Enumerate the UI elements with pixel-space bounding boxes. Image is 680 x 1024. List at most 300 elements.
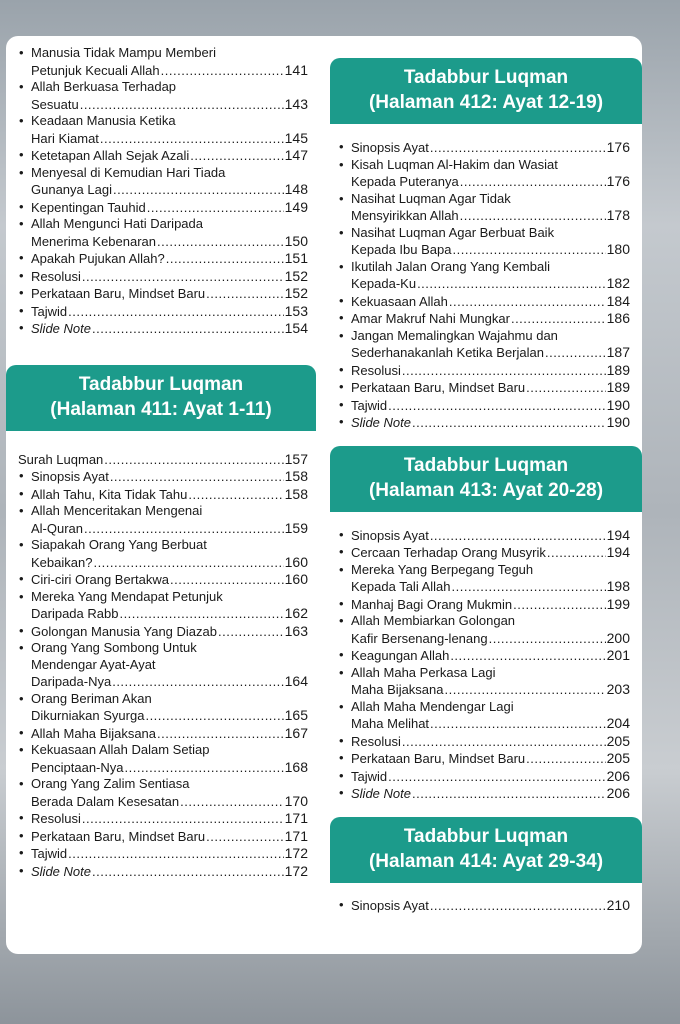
dot-leader <box>460 174 606 191</box>
dot-leader <box>68 304 284 321</box>
toc-entry-title: • Slide Note <box>31 863 91 879</box>
toc-entry-line-final <box>351 293 630 311</box>
dot-leader <box>388 398 606 415</box>
dot-leader <box>190 148 283 165</box>
toc-entry <box>338 157 630 191</box>
toc-entry <box>18 845 308 863</box>
toc-entry-title: • Sinopsis Ayat <box>351 897 429 913</box>
toc-entry-line <box>31 742 308 759</box>
toc-page-number: 167 <box>284 724 308 741</box>
dot-leader <box>460 208 606 225</box>
toc-entry-line-final <box>31 707 308 725</box>
toc-page-number: 160 <box>284 553 308 570</box>
toc-page-number: 149 <box>284 198 308 215</box>
toc-entry-title: • Orang Beriman Akan <box>31 690 152 706</box>
dot-leader <box>188 487 283 504</box>
toc-entry-title: Mensyirikkan Allah <box>351 208 459 223</box>
toc-page-number: 145 <box>284 129 308 146</box>
toc-page-number: 206 <box>606 785 630 801</box>
toc-page-number: 189 <box>606 379 630 395</box>
toc-entry-line <box>31 537 308 554</box>
toc-entry-line <box>31 113 308 130</box>
toc-entry-line-final <box>31 571 308 589</box>
toc-entry <box>18 320 308 338</box>
toc-entry-line <box>351 665 630 682</box>
toc-entry-title: • Golongan Manusia Yang Diazab <box>31 623 217 639</box>
section-subtitle: (Halaman 412: Ayat 12-19) <box>368 92 604 113</box>
toc-entry-line-final <box>351 785 630 803</box>
toc-entry-line <box>31 657 308 674</box>
toc-entry-title: Gunanya Lagi <box>31 182 112 197</box>
toc-entry <box>338 328 630 362</box>
dot-leader <box>104 452 283 469</box>
toc-page-number: 172 <box>284 862 308 879</box>
toc-entry-line-final <box>31 250 308 268</box>
toc-page-number: 205 <box>606 750 630 766</box>
toc-page-number: 203 <box>606 681 630 697</box>
toc-entry <box>338 768 630 786</box>
toc-entry <box>338 699 630 733</box>
toc-entry-line-final <box>31 605 308 623</box>
toc-entry-title: Surah Luqman <box>18 451 104 467</box>
toc-entry-title: • Slide Note <box>351 415 411 430</box>
dot-leader <box>92 321 284 338</box>
dot-leader <box>417 276 606 293</box>
toc-entry-title: Kepada-Ku <box>351 276 417 291</box>
toc-entry-title: • Cercaan Terhadap Orang Musyrik <box>351 545 546 560</box>
dot-leader <box>547 545 606 562</box>
toc-entry-line-final <box>31 320 308 338</box>
dot-leader <box>430 716 606 733</box>
toc-entry-title: • Resolusi <box>31 268 81 284</box>
toc-entry-line <box>31 776 308 793</box>
toc-entry-line-final <box>31 623 308 641</box>
dot-leader <box>388 769 606 786</box>
toc-page-number: 204 <box>606 715 630 731</box>
section-heading-413 <box>330 446 642 512</box>
toc-entry <box>18 486 308 504</box>
toc-entry-title: • Kekuasaan Allah Dalam Setiap <box>31 742 210 757</box>
toc-entry <box>18 79 308 113</box>
dot-leader <box>430 898 606 915</box>
section-subtitle: (Halaman 411: Ayat 1-11) <box>50 398 272 420</box>
toc-entry <box>18 828 308 846</box>
toc-entry-line <box>31 640 308 657</box>
dot-leader <box>161 63 284 80</box>
toc-entry-line-final <box>31 233 308 251</box>
dot-leader <box>82 811 284 828</box>
toc-entry <box>338 665 630 699</box>
toc-entry-title: Sesuatu <box>31 96 79 112</box>
toc-entry-title: • Manusia Tidak Mampu Memberi <box>31 45 216 60</box>
toc-entry-line-final <box>351 310 630 328</box>
toc-entry-title: • Ciri-ciri Orang Bertakwa <box>31 572 169 587</box>
toc-entry-line-final <box>31 268 308 286</box>
dot-leader <box>452 579 606 596</box>
toc-page-number: 186 <box>606 310 630 326</box>
toc-page-number: 150 <box>284 232 308 249</box>
toc-entry-line-final <box>351 578 630 596</box>
toc-list-top <box>18 45 308 338</box>
toc-entry-title: • Keagungan Allah <box>351 648 450 663</box>
dot-leader <box>157 234 284 251</box>
toc-entry-line <box>351 225 630 242</box>
toc-entry-title: • Allah Berkuasa Terhadap <box>31 79 177 94</box>
toc-entry-line-final <box>31 468 308 486</box>
toc-entry-title: Kepada Ibu Bapa <box>351 242 452 257</box>
right-column <box>338 36 630 914</box>
toc-entry-line-final <box>351 139 630 157</box>
toc-entry-line-final <box>31 810 308 828</box>
toc-entry-line-final <box>351 630 630 648</box>
toc-entry <box>18 571 308 589</box>
toc-entry <box>18 468 308 486</box>
toc-list-413 <box>338 527 630 803</box>
toc-entry <box>18 589 308 623</box>
toc-page-number: 176 <box>606 139 630 155</box>
toc-entry-line <box>351 157 630 174</box>
toc-entry <box>338 414 630 432</box>
section-subtitle: (Halaman 413: Ayat 20-28) <box>368 479 604 501</box>
dot-leader <box>92 864 284 881</box>
toc-entry-line-final <box>31 199 308 217</box>
toc-entry-title: • Resolusi <box>351 733 401 749</box>
toc-entry-title: Hari Kiamat <box>31 130 99 146</box>
toc-entry <box>18 810 308 828</box>
toc-entry <box>338 544 630 562</box>
toc-entry-line-final <box>31 486 308 504</box>
toc-entry-line-final <box>31 130 308 148</box>
toc-entry-title: • Allah Membiarkan Golongan <box>351 613 516 628</box>
toc-entry <box>338 596 630 614</box>
toc-page-number: 194 <box>606 526 630 543</box>
dot-leader <box>166 251 284 268</box>
toc-entry-line-final <box>351 173 630 191</box>
toc-page-number: 201 <box>606 647 630 663</box>
toc-entry <box>18 451 308 469</box>
dot-leader <box>93 555 283 572</box>
toc-entry-title: Dikurniakan Syurga <box>31 708 145 723</box>
toc-entry-title: • Slide Note <box>31 321 91 336</box>
toc-entry <box>338 362 630 380</box>
toc-entry <box>338 750 630 768</box>
toc-entry-title: • Keadaan Manusia Ketika <box>31 113 176 128</box>
toc-entry-title: • Manhaj Bagi Orang Mukmin <box>351 596 513 612</box>
toc-page-number: 163 <box>284 622 308 639</box>
toc-page-number: 189 <box>606 361 630 378</box>
toc-entry-title: • Allah Menceritakan Mengenai <box>31 503 203 518</box>
toc-entry-title: • Mereka Yang Mendapat Petunjuk <box>31 588 223 604</box>
toc-entry-title: • Kisah Luqman Al-Hakim dan Wasiat <box>351 156 558 172</box>
section-subtitle: (Halaman 414: Ayat 29-34) <box>368 850 604 872</box>
toc-entry-title: • Mereka Yang Berpegang Teguh <box>351 561 534 577</box>
toc-entry-title: • Resolusi <box>31 811 81 826</box>
toc-entry-line <box>31 503 308 520</box>
toc-entry-line-final <box>31 828 308 846</box>
toc-entry-line-final <box>31 181 308 199</box>
toc-entry-title: • Allah Maha Bijaksana <box>31 725 157 741</box>
toc-entry <box>18 691 308 725</box>
toc-entry-line-final <box>31 62 308 80</box>
toc-page-number: 143 <box>284 95 308 112</box>
toc-entry-line-final <box>351 207 630 225</box>
toc-entry <box>338 647 630 665</box>
toc-entry-title: • Ketetapan Allah Sejak Azali <box>31 148 190 163</box>
toc-entry-line-final <box>351 768 630 786</box>
section-title: Tadabbur Luqman <box>403 825 569 847</box>
toc-entry-line-final <box>351 733 630 751</box>
dot-leader <box>412 415 606 432</box>
toc-entry-title: Kafir Bersenang-lenang <box>351 630 488 646</box>
toc-page-number: 176 <box>606 173 630 189</box>
toc-entry-title: Daripada Rabb <box>31 606 119 621</box>
toc-entry <box>18 776 308 810</box>
toc-entry-title: Al-Quran <box>31 520 84 536</box>
left-column <box>18 36 308 880</box>
toc-entry-title: • Allah Maha Perkasa Lagi <box>351 664 496 680</box>
toc-page-number: 171 <box>284 810 308 826</box>
toc-entry-title: Maha Bijaksana <box>351 682 444 697</box>
toc-entry-line-final <box>351 362 630 380</box>
toc-entry <box>18 503 308 537</box>
toc-list-414 <box>338 897 630 915</box>
toc-entry-title: Kebaikan? <box>31 554 93 570</box>
dot-leader <box>110 469 284 486</box>
toc-page-number: 184 <box>606 292 630 309</box>
toc-entry-line-final <box>351 241 630 259</box>
toc-entry-line-final <box>351 275 630 293</box>
toc-entry-title: Menerima Kebenaran <box>31 233 157 249</box>
dot-leader <box>218 624 284 641</box>
toc-entry-line <box>351 699 630 716</box>
toc-page-number: 168 <box>284 758 308 775</box>
toc-page-number: 194 <box>606 544 630 560</box>
toc-page-number: 199 <box>606 595 630 612</box>
toc-entry-title: • Sinopsis Ayat <box>351 527 429 543</box>
toc-page-number: 162 <box>284 605 308 621</box>
toc-entry <box>18 863 308 881</box>
toc-page-number: 187 <box>606 344 630 360</box>
toc-entry-line-final <box>31 285 308 303</box>
toc-entry-line-final <box>351 397 630 415</box>
toc-entry <box>338 527 630 545</box>
toc-entry-title: • Tajwid <box>351 768 388 784</box>
toc-entry <box>18 216 308 250</box>
toc-entry-title: • Perkataan Baru, Mindset Baru <box>351 380 526 395</box>
dot-leader <box>145 708 283 725</box>
toc-page-number: 158 <box>284 485 308 502</box>
toc-entry <box>338 733 630 751</box>
toc-page-number: 172 <box>284 845 308 861</box>
dot-leader <box>449 294 606 311</box>
toc-entry-title: Maha Melihat <box>351 716 430 731</box>
toc-entry-line-final <box>351 596 630 614</box>
dot-leader <box>157 726 284 743</box>
toc-entry <box>338 562 630 596</box>
toc-entry-line-final <box>31 863 308 881</box>
dot-leader <box>526 751 605 768</box>
dot-leader <box>412 786 606 803</box>
dot-leader <box>147 200 284 217</box>
dot-leader <box>430 140 606 157</box>
section-title: Tadabbur Luqman <box>403 454 569 476</box>
toc-entry-line-final <box>351 344 630 362</box>
toc-entry-line-final <box>31 303 308 321</box>
toc-page-number: 180 <box>606 241 630 257</box>
toc-entry-line-final <box>351 544 630 562</box>
toc-entry-title: Kepada Tali Allah <box>351 579 451 594</box>
toc-entry <box>338 897 630 915</box>
dot-leader <box>206 286 283 303</box>
toc-entry-title: Berada Dalam Kesesatan <box>31 793 180 809</box>
toc-entry <box>338 293 630 311</box>
toc-entry-line-final <box>31 759 308 777</box>
toc-page-number: 190 <box>606 414 630 430</box>
toc-entry-line <box>31 589 308 606</box>
toc-entry-line-final <box>351 379 630 397</box>
toc-entry-title: • Orang Yang Sombong Untuk <box>31 640 197 655</box>
toc-page-number: 190 <box>606 396 630 413</box>
toc-page-number: 151 <box>284 250 308 266</box>
toc-entry-title: • Tajwid <box>31 846 68 861</box>
toc-entry <box>18 250 308 268</box>
toc-entry-line <box>31 691 308 708</box>
dot-leader <box>119 606 283 623</box>
toc-entry-title: • Perkataan Baru, Mindset Baru <box>31 286 206 301</box>
toc-entry-line-final <box>18 451 308 469</box>
toc-entry <box>338 397 630 415</box>
toc-page-number: 171 <box>284 827 308 844</box>
toc-page-number: 152 <box>284 285 308 301</box>
toc-page <box>6 36 642 954</box>
toc-entry-line <box>351 259 630 276</box>
toc-entry-line <box>31 216 308 233</box>
toc-entry-title: • Siapakah Orang Yang Berbuat <box>31 537 207 552</box>
toc-entry <box>18 742 308 776</box>
toc-entry-line-final <box>31 845 308 863</box>
toc-entry-line-final <box>31 673 308 691</box>
toc-entry-title: • Menyesal di Kemudian Hari Tiada <box>31 164 226 180</box>
dot-leader <box>526 380 605 397</box>
dot-leader <box>84 521 284 538</box>
toc-entry <box>18 285 308 303</box>
toc-entry-line-final <box>31 96 308 114</box>
dot-leader <box>68 846 284 863</box>
toc-entry-title: Sederhanakanlah Ketika Berjalan <box>351 345 544 360</box>
toc-page-number: 152 <box>284 267 308 284</box>
toc-entry-line-final <box>351 750 630 768</box>
toc-entry-title: Kepada Puteranya <box>351 174 459 189</box>
toc-list-411 <box>18 451 308 881</box>
dot-leader <box>511 311 606 328</box>
toc-entry-line <box>351 328 630 345</box>
toc-page-number: 153 <box>284 302 308 319</box>
toc-page-number: 164 <box>284 673 308 689</box>
toc-entry-line <box>31 45 308 62</box>
dot-leader <box>430 528 606 545</box>
toc-entry-title: • Nasihat Luqman Agar Tidak <box>351 190 511 206</box>
toc-entry-title: • Jangan Memalingkan Wajahmu dan <box>351 327 558 343</box>
toc-entry <box>18 268 308 286</box>
toc-entry-title: • Apakah Pujukan Allah? <box>31 251 165 266</box>
toc-page-number: 178 <box>606 207 630 223</box>
section-title: Tadabbur Luqman <box>403 67 569 88</box>
toc-entry-title: • Ikutilah Jalan Orang Yang Kembali <box>351 258 550 274</box>
toc-entry <box>338 613 630 647</box>
toc-entry-title: • Tajwid <box>351 397 388 413</box>
toc-entry <box>18 147 308 165</box>
section-heading-414 <box>330 817 642 883</box>
dot-leader <box>82 269 284 286</box>
toc-entry <box>338 191 630 225</box>
toc-entry <box>338 225 630 259</box>
dot-leader <box>80 97 284 114</box>
toc-entry <box>18 113 308 147</box>
toc-page-number: 148 <box>284 181 308 197</box>
section-heading-411 <box>6 365 316 431</box>
toc-entry-line-final <box>351 681 630 699</box>
toc-entry-line-final <box>31 725 308 743</box>
toc-entry <box>18 165 308 199</box>
toc-entry <box>18 537 308 571</box>
dot-leader <box>180 794 283 811</box>
dot-leader <box>445 682 606 699</box>
toc-page-number: 147 <box>284 147 308 163</box>
toc-entry-title: • Kepentingan Tauhid <box>31 199 146 215</box>
dot-leader <box>450 648 605 665</box>
toc-entry-title: • Slide Note <box>351 786 411 801</box>
dot-leader <box>100 131 284 148</box>
toc-entry-line-final <box>351 715 630 733</box>
toc-entry-line-final <box>31 520 308 538</box>
toc-entry-title: • Tajwid <box>31 303 68 319</box>
dot-leader <box>170 572 284 589</box>
toc-page-number: 210 <box>606 896 630 913</box>
toc-entry-title: • Kekuasaan Allah <box>351 293 448 309</box>
toc-page-number: 157 <box>284 450 308 467</box>
toc-page-number: 160 <box>284 571 308 587</box>
toc-entry-title: • Allah Mengunci Hati Daripada <box>31 216 203 231</box>
toc-entry-line <box>351 191 630 208</box>
toc-entry-title: • Allah Maha Mendengar Lagi <box>351 698 514 714</box>
toc-entry-line-final <box>31 554 308 572</box>
toc-entry-line <box>31 165 308 182</box>
dot-leader <box>402 363 606 380</box>
toc-entry-line-final <box>351 647 630 665</box>
toc-entry <box>338 785 630 803</box>
dot-leader <box>125 760 284 777</box>
toc-entry-title: Mendengar Ayat-Ayat <box>31 656 156 672</box>
toc-page-number: 206 <box>606 767 630 784</box>
section-title: Tadabbur Luqman <box>78 373 244 395</box>
toc-entry-line <box>351 613 630 630</box>
section-heading-412 <box>330 58 642 124</box>
toc-entry-title: • Nasihat Luqman Agar Berbuat Baik <box>351 224 555 240</box>
toc-page-number: 198 <box>606 578 630 594</box>
toc-entry-title: • Orang Yang Zalim Sentiasa <box>31 776 190 791</box>
toc-entry <box>18 199 308 217</box>
toc-page-number: 141 <box>284 61 308 78</box>
dot-leader <box>513 597 606 614</box>
toc-page-number: 158 <box>284 468 308 484</box>
toc-entry-title: • Perkataan Baru, Mindset Baru <box>31 828 206 844</box>
toc-entry-title: • Resolusi <box>351 362 401 378</box>
toc-entry-title: Penciptaan-Nya <box>31 759 124 775</box>
dot-leader <box>452 242 605 259</box>
dot-leader <box>489 631 606 648</box>
toc-entry-line-final <box>351 527 630 545</box>
toc-page-number: 182 <box>606 275 630 291</box>
